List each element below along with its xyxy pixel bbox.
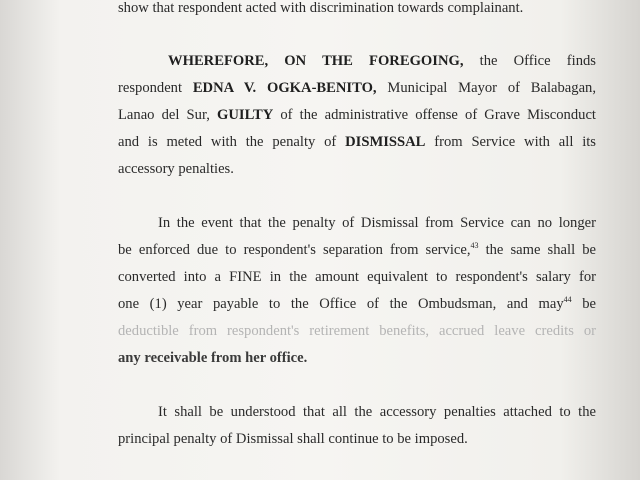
document-text-line [118,241,596,259]
text-span: and is meted with the penalty of [118,134,337,150]
document-text-line: deductible from respondent's retirement benefits, accrued leave credits or [118,323,596,339]
document-text-line: show that respondent acted with discrimination towards complainant. [118,0,524,16]
document-text-line: converted into a FINE in the amount equivalent to respondent's salary for [118,269,596,285]
document-text-line: In the event that the penalty of Dismissal from Service can no longer [158,215,596,231]
document-text-line [118,106,596,124]
document-text-line: It shall be understood that all the accessory penalties attached to the [158,404,596,420]
document-text-line [118,79,596,97]
footnote-marker: 43 [470,241,479,251]
text-span: one (1) year payable to the Office of the Ombudsman, and may [118,296,564,312]
document-text-line [168,52,596,70]
verdict-text: GUILTY [217,107,274,123]
footnote-marker: 44 [563,295,572,305]
respondent-name: EDNA V. OGKA-BENITO, [192,80,377,96]
text-span: respondent [118,80,183,96]
text-span: the same shall be [485,242,596,258]
text-span: from Service with all its [434,134,596,150]
text-span: Municipal Mayor of Balabagan, [387,80,596,96]
penalty-text: DISMISSAL [345,134,426,150]
document-text-line [118,295,596,313]
text-span: Lanao del Sur, [118,107,210,123]
wherefore-heading: WHEREFORE, ON THE FOREGOING, [168,53,464,69]
document-text-line: any receivable from her office. [118,350,308,366]
document-text-line: principal penalty of Dismissal shall continue to be imposed. [118,431,468,447]
text-span: the Office finds [479,53,596,69]
document-text-line: accessory penalties. [118,161,234,177]
text-span: of the administrative offense of Grave Misconduct [280,107,596,123]
text-span: be [582,296,596,312]
text-span: be enforced due to respondent's separation from service, [118,242,471,258]
document-text-line [118,133,596,151]
